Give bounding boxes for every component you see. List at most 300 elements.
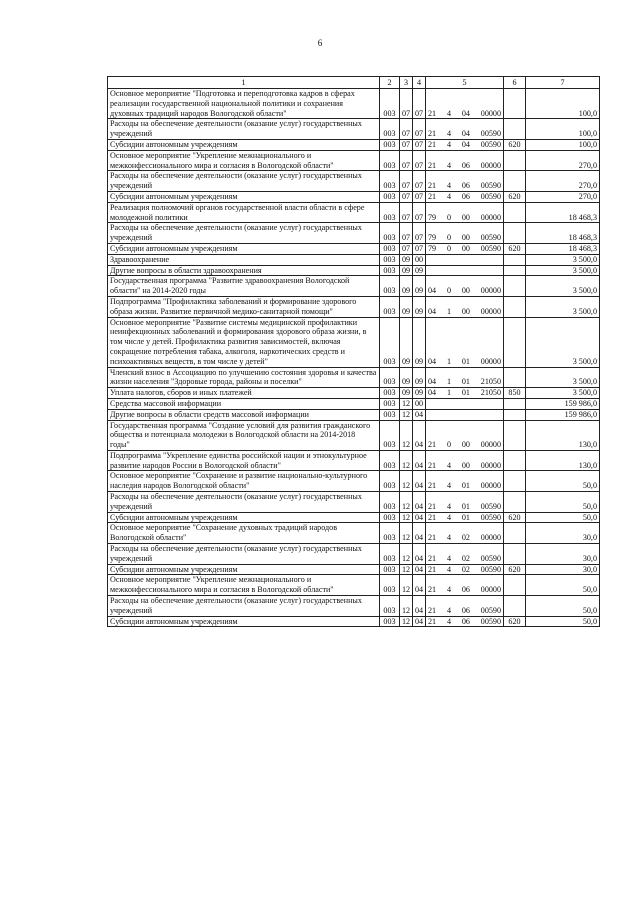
code-section: 07 — [400, 171, 413, 192]
row-name: Подпрограмма "Укрепление единства российской нации и этнокультурное развитие народов России в Вологодской области" — [108, 450, 380, 471]
table-row — [108, 544, 600, 565]
code-section: 12 — [400, 544, 413, 565]
table-row — [108, 388, 600, 399]
table-row — [108, 564, 600, 575]
code-program: 21 — [428, 160, 437, 170]
target-article — [426, 409, 504, 420]
row-name: Членский взнос в Ассоциацию по улучшению состояния здоровья и качества жизни населения "Здоровые города, районы и поселки" — [108, 367, 380, 388]
code-subprogram: 0 — [446, 233, 451, 243]
code-admin: 003 — [380, 512, 400, 523]
code-section: 12 — [400, 420, 413, 450]
code-program: 21 — [428, 564, 437, 574]
code-subprogram: 4 — [446, 564, 451, 574]
code-main-event: 04 — [461, 139, 470, 149]
code-direction: 00590 — [480, 616, 501, 626]
code-expense-type — [504, 296, 526, 317]
code-expense-type — [504, 471, 526, 492]
code-section: 12 — [400, 450, 413, 471]
budget-table — [107, 76, 600, 627]
code-direction: 00590 — [480, 129, 501, 139]
amount: 3 500,0 — [526, 296, 600, 317]
code-main-event: 00 — [461, 440, 470, 450]
code-section: 12 — [400, 398, 413, 409]
code-direction: 00000 — [480, 212, 501, 222]
code-main-event: 00 — [461, 460, 470, 470]
table-row — [108, 575, 600, 596]
target-article — [426, 450, 504, 471]
code-expense-type — [504, 575, 526, 596]
code-expense-type — [504, 223, 526, 244]
code-direction: 00000 — [480, 481, 501, 491]
page-number: 6 — [317, 38, 323, 48]
code-program: 21 — [428, 108, 437, 118]
amount: 50,0 — [526, 596, 600, 617]
code-subsection: 04 — [413, 471, 426, 492]
code-program: 04 — [428, 388, 437, 398]
row-name: Уплата налогов, сборов и иных платежей — [108, 388, 380, 399]
code-admin: 003 — [380, 150, 400, 171]
code-section: 09 — [400, 276, 413, 297]
code-main-event: 02 — [461, 564, 470, 574]
code-subsection: 04 — [413, 512, 426, 523]
code-direction: 00590 — [480, 139, 501, 149]
row-name: Расходы на обеспечение деятельности (оказание услуг) государственных учреждений — [108, 492, 380, 513]
code-subsection: 04 — [413, 564, 426, 575]
code-main-event: 06 — [461, 160, 470, 170]
code-program: 21 — [428, 605, 437, 615]
code-admin: 003 — [380, 89, 400, 119]
code-subsection: 07 — [413, 119, 426, 140]
code-program: 21 — [428, 553, 437, 563]
row-name: Средства массовой информации — [108, 398, 380, 409]
code-admin: 003 — [380, 171, 400, 192]
code-section: 12 — [400, 575, 413, 596]
target-article — [426, 564, 504, 575]
code-subsection: 04 — [413, 544, 426, 565]
amount: 270,0 — [526, 191, 600, 202]
table-row — [108, 409, 600, 420]
code-program: 04 — [428, 356, 437, 366]
header-cell: 7 — [526, 77, 600, 89]
code-expense-type: 620 — [504, 564, 526, 575]
header-cell: 5 — [426, 77, 504, 89]
code-section: 07 — [400, 150, 413, 171]
header-cell: 2 — [380, 77, 400, 89]
code-subsection: 04 — [413, 523, 426, 544]
code-subsection: 07 — [413, 171, 426, 192]
amount: 18 468,3 — [526, 223, 600, 244]
code-admin: 003 — [380, 254, 400, 265]
amount: 159 986,0 — [526, 398, 600, 409]
header-cell: 6 — [504, 77, 526, 89]
code-subsection: 09 — [413, 276, 426, 297]
amount: 3 500,0 — [526, 388, 600, 399]
code-admin: 003 — [380, 119, 400, 140]
code-section: 12 — [400, 492, 413, 513]
row-name: Здравоохранение — [108, 254, 380, 265]
code-main-event: 00 — [461, 243, 470, 253]
target-article — [426, 398, 504, 409]
code-program: 21 — [428, 481, 437, 491]
code-subprogram: 4 — [446, 129, 451, 139]
amount: 18 468,3 — [526, 243, 600, 254]
header-cell: 4 — [413, 77, 426, 89]
code-direction: 00000 — [480, 306, 501, 316]
code-section: 09 — [400, 367, 413, 388]
table-row — [108, 471, 600, 492]
row-name: Подпрограмма "Профилактика заболеваний и формирование здорового образа жизни. Развитие первичной медико-санитарной помощи" — [108, 296, 380, 317]
code-direction: 00000 — [480, 533, 501, 543]
amount: 130,0 — [526, 450, 600, 471]
table-row — [108, 171, 600, 192]
code-subsection: 07 — [413, 89, 426, 119]
row-name: Реализация полномочий органов государственной власти области в сфере молодежной политики — [108, 202, 380, 223]
table-row — [108, 512, 600, 523]
row-name: Субсидии автономным учреждениям — [108, 243, 380, 254]
code-main-event: 00 — [461, 233, 470, 243]
code-subprogram: 4 — [446, 460, 451, 470]
code-program: 21 — [428, 533, 437, 543]
table-row — [108, 150, 600, 171]
code-direction: 00000 — [480, 286, 501, 296]
target-article — [426, 512, 504, 523]
amount: 18 468,3 — [526, 202, 600, 223]
code-main-event: 06 — [461, 191, 470, 201]
code-subprogram: 4 — [446, 181, 451, 191]
code-subsection: 00 — [413, 254, 426, 265]
code-expense-type — [504, 409, 526, 420]
row-name: Другие вопросы в области здравоохранения — [108, 265, 380, 276]
table-row — [108, 317, 600, 367]
table-row — [108, 119, 600, 140]
code-expense-type: 850 — [504, 388, 526, 399]
code-main-event: 01 — [461, 481, 470, 491]
code-section: 07 — [400, 119, 413, 140]
row-name: Основное мероприятие "Подготовка и переподготовка кадров в сферах реализации государственной национальной политики и сохранения духовных традиций народов Вологодской области" — [108, 89, 380, 119]
code-subsection: 09 — [413, 296, 426, 317]
code-direction: 00000 — [480, 108, 501, 118]
code-direction: 00590 — [480, 512, 501, 522]
amount: 3 500,0 — [526, 254, 600, 265]
table-row — [108, 523, 600, 544]
code-direction: 00590 — [480, 501, 501, 511]
amount: 3 500,0 — [526, 276, 600, 297]
code-section: 12 — [400, 471, 413, 492]
table-row — [108, 296, 600, 317]
target-article — [426, 243, 504, 254]
code-program: 21 — [428, 191, 437, 201]
code-direction: 00590 — [480, 553, 501, 563]
code-subprogram: 4 — [446, 160, 451, 170]
target-article — [426, 367, 504, 388]
code-subprogram: 4 — [446, 553, 451, 563]
table-row — [108, 276, 600, 297]
row-name: Основное мероприятие "Укрепление межнационального и межконфессионального мира и согласия в Вологодской области" — [108, 150, 380, 171]
row-name: Субсидии автономным учреждениям — [108, 616, 380, 627]
code-expense-type — [504, 150, 526, 171]
code-subprogram: 0 — [446, 243, 451, 253]
row-name: Основное мероприятие "Сохранение духовных традиций народов Вологодской области" — [108, 523, 380, 544]
code-section: 12 — [400, 596, 413, 617]
amount: 30,0 — [526, 544, 600, 565]
amount: 100,0 — [526, 139, 600, 150]
target-article — [426, 89, 504, 119]
code-subsection: 07 — [413, 139, 426, 150]
code-direction: 00590 — [480, 191, 501, 201]
code-section: 12 — [400, 616, 413, 627]
code-program: 79 — [428, 212, 437, 222]
code-section: 09 — [400, 296, 413, 317]
table-row — [108, 265, 600, 276]
code-direction: 00590 — [480, 181, 501, 191]
code-expense-type — [504, 398, 526, 409]
code-direction: 00590 — [480, 243, 501, 253]
header-cell: 1 — [108, 77, 380, 89]
code-subsection: 09 — [413, 265, 426, 276]
target-article — [426, 223, 504, 244]
code-admin: 003 — [380, 616, 400, 627]
code-admin: 003 — [380, 265, 400, 276]
code-subprogram: 4 — [446, 139, 451, 149]
code-section: 07 — [400, 139, 413, 150]
code-admin: 003 — [380, 317, 400, 367]
target-article — [426, 471, 504, 492]
code-program: 21 — [428, 460, 437, 470]
code-expense-type — [504, 317, 526, 367]
row-name: Расходы на обеспечение деятельности (оказание услуг) государственных учреждений — [108, 544, 380, 565]
code-section: 12 — [400, 523, 413, 544]
target-article — [426, 254, 504, 265]
code-subprogram: 4 — [446, 585, 451, 595]
row-name: Основное мероприятие "Развитие системы медицинской профилактики неинфекционных заболеваний и формирования здорового образа жизни, в том числе у детей. Профилактика развития зависимостей, включая сокращение потребления табака, алкоголя, наркотических средств и психоактивных веществ, в том числе у детей" — [108, 317, 380, 367]
code-section: 09 — [400, 388, 413, 399]
target-article — [426, 420, 504, 450]
code-subsection: 00 — [413, 398, 426, 409]
code-admin: 003 — [380, 276, 400, 297]
code-subsection: 07 — [413, 223, 426, 244]
amount: 3 500,0 — [526, 367, 600, 388]
row-name: Субсидии автономным учреждениям — [108, 139, 380, 150]
row-name: Основное мероприятие "Укрепление межнационального и межконфессионального мира и согласия в Вологодской области" — [108, 575, 380, 596]
target-article — [426, 296, 504, 317]
code-subprogram: 0 — [446, 286, 451, 296]
code-section: 07 — [400, 223, 413, 244]
code-expense-type — [504, 265, 526, 276]
table-row — [108, 243, 600, 254]
code-main-event: 06 — [461, 585, 470, 595]
code-expense-type — [504, 450, 526, 471]
code-subsection: 07 — [413, 243, 426, 254]
code-admin: 003 — [380, 398, 400, 409]
code-subsection: 04 — [413, 596, 426, 617]
code-subprogram: 4 — [446, 501, 451, 511]
amount: 50,0 — [526, 575, 600, 596]
row-name: Субсидии автономным учреждениям — [108, 512, 380, 523]
code-main-event: 00 — [461, 306, 470, 316]
code-subsection: 04 — [413, 450, 426, 471]
code-main-event: 02 — [461, 553, 470, 563]
row-name: Основное мероприятие "Сохранение и развитие национально-культурного наследия народов Вологодской области" — [108, 471, 380, 492]
code-admin: 003 — [380, 243, 400, 254]
target-article — [426, 119, 504, 140]
code-subprogram: 4 — [446, 191, 451, 201]
target-article — [426, 523, 504, 544]
code-admin: 003 — [380, 296, 400, 317]
amount: 50,0 — [526, 512, 600, 523]
table-row — [108, 398, 600, 409]
table-row — [108, 223, 600, 244]
code-subprogram: 1 — [446, 388, 451, 398]
amount: 50,0 — [526, 616, 600, 627]
code-program: 04 — [428, 286, 437, 296]
code-section: 07 — [400, 202, 413, 223]
code-subprogram: 4 — [446, 108, 451, 118]
code-subsection: 09 — [413, 367, 426, 388]
code-subprogram: 1 — [446, 377, 451, 387]
code-subsection: 09 — [413, 388, 426, 399]
code-section: 12 — [400, 409, 413, 420]
code-program: 79 — [428, 233, 437, 243]
amount: 100,0 — [526, 119, 600, 140]
row-name: Расходы на обеспечение деятельности (оказание услуг) государственных учреждений — [108, 171, 380, 192]
code-subprogram: 1 — [446, 306, 451, 316]
code-admin: 003 — [380, 202, 400, 223]
code-program: 21 — [428, 181, 437, 191]
row-name: Субсидии автономным учреждениям — [108, 564, 380, 575]
code-program: 79 — [428, 243, 437, 253]
row-name: Государственная программа "Развитие здравоохранения Вологодской области" на 2014-2020 годы — [108, 276, 380, 297]
code-section: 09 — [400, 265, 413, 276]
code-direction: 00000 — [480, 160, 501, 170]
row-name: Государственная программа "Создание условий для развития гражданского общества и потенциала молодежи в Вологодской области на 2014-2018 годы" — [108, 420, 380, 450]
code-expense-type — [504, 171, 526, 192]
table-body — [108, 77, 600, 627]
code-admin: 003 — [380, 367, 400, 388]
code-admin: 003 — [380, 575, 400, 596]
code-main-event: 04 — [461, 129, 470, 139]
code-expense-type — [504, 367, 526, 388]
code-direction: 00000 — [480, 440, 501, 450]
code-expense-type — [504, 420, 526, 450]
target-article — [426, 544, 504, 565]
amount: 3 500,0 — [526, 265, 600, 276]
code-direction: 00000 — [480, 460, 501, 470]
code-direction: 00000 — [480, 356, 501, 366]
table-row — [108, 492, 600, 513]
code-admin: 003 — [380, 564, 400, 575]
code-admin: 003 — [380, 420, 400, 450]
target-article — [426, 202, 504, 223]
table-row — [108, 367, 600, 388]
code-expense-type — [504, 523, 526, 544]
target-article — [426, 171, 504, 192]
target-article — [426, 596, 504, 617]
amount: 130,0 — [526, 420, 600, 450]
code-section: 07 — [400, 243, 413, 254]
code-section: 12 — [400, 512, 413, 523]
code-subsection: 04 — [413, 409, 426, 420]
code-subprogram: 4 — [446, 533, 451, 543]
target-article — [426, 388, 504, 399]
code-expense-type — [504, 89, 526, 119]
code-program: 21 — [428, 512, 437, 522]
code-expense-type — [504, 202, 526, 223]
row-name: Расходы на обеспечение деятельности (оказание услуг) государственных учреждений — [108, 119, 380, 140]
code-subsection: 09 — [413, 317, 426, 367]
code-subsection: 04 — [413, 616, 426, 627]
code-program: 21 — [428, 440, 437, 450]
code-expense-type: 620 — [504, 139, 526, 150]
code-main-event: 06 — [461, 605, 470, 615]
amount: 159 986,0 — [526, 409, 600, 420]
code-subsection: 04 — [413, 492, 426, 513]
code-admin: 003 — [380, 450, 400, 471]
amount: 270,0 — [526, 171, 600, 192]
code-expense-type — [504, 119, 526, 140]
target-article — [426, 492, 504, 513]
code-expense-type — [504, 544, 526, 565]
code-main-event: 00 — [461, 286, 470, 296]
target-article — [426, 276, 504, 297]
code-direction: 00590 — [480, 233, 501, 243]
table-row — [108, 191, 600, 202]
row-name: Субсидии автономным учреждениям — [108, 191, 380, 202]
target-article — [426, 616, 504, 627]
amount: 30,0 — [526, 564, 600, 575]
row-name: Расходы на обеспечение деятельности (оказание услуг) государственных учреждений — [108, 223, 380, 244]
code-main-event: 06 — [461, 181, 470, 191]
target-article — [426, 265, 504, 276]
code-admin: 003 — [380, 139, 400, 150]
code-program: 21 — [428, 616, 437, 626]
code-direction: 00590 — [480, 605, 501, 615]
code-admin: 003 — [380, 596, 400, 617]
code-program: 04 — [428, 377, 437, 387]
code-subprogram: 4 — [446, 616, 451, 626]
code-expense-type: 620 — [504, 616, 526, 627]
amount: 100,0 — [526, 89, 600, 119]
code-program: 21 — [428, 501, 437, 511]
header-cell: 3 — [400, 77, 413, 89]
code-main-event: 01 — [461, 512, 470, 522]
code-direction: 21050 — [480, 377, 501, 387]
code-admin: 003 — [380, 191, 400, 202]
code-program: 21 — [428, 139, 437, 149]
code-expense-type: 620 — [504, 191, 526, 202]
code-section: 07 — [400, 191, 413, 202]
amount: 50,0 — [526, 471, 600, 492]
code-direction: 21050 — [480, 388, 501, 398]
target-article — [426, 150, 504, 171]
code-main-event: 02 — [461, 533, 470, 543]
code-expense-type — [504, 276, 526, 297]
table-row — [108, 202, 600, 223]
code-main-event: 01 — [461, 356, 470, 366]
code-admin: 003 — [380, 223, 400, 244]
code-main-event: 04 — [461, 108, 470, 118]
code-admin: 003 — [380, 523, 400, 544]
code-direction: 00590 — [480, 564, 501, 574]
code-expense-type: 620 — [504, 243, 526, 254]
table-row — [108, 420, 600, 450]
code-program: 04 — [428, 306, 437, 316]
code-admin: 003 — [380, 409, 400, 420]
code-subsection: 07 — [413, 191, 426, 202]
code-admin: 003 — [380, 492, 400, 513]
code-expense-type: 620 — [504, 512, 526, 523]
code-subprogram: 4 — [446, 481, 451, 491]
code-expense-type — [504, 492, 526, 513]
